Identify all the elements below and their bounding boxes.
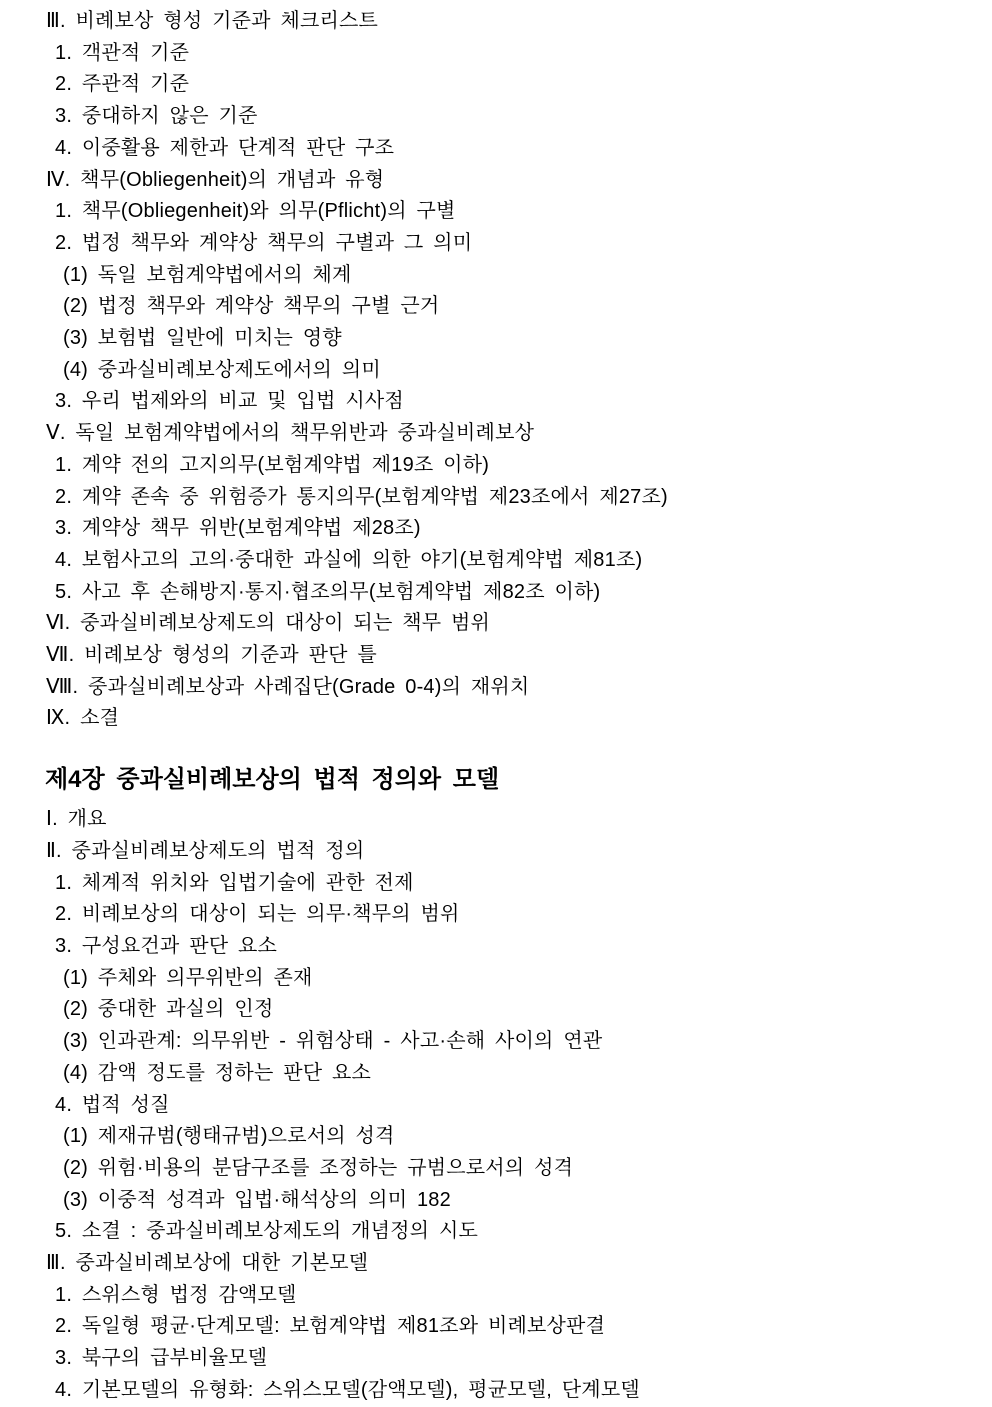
toc-line: (4) 감액 정도를 정하는 판단 요소 [63, 1061, 372, 1084]
toc-line: (2) 위험·비용의 분담구조를 조정하는 규범으로서의 성격 [63, 1156, 574, 1179]
toc-line: 2. 비례보상의 대상이 되는 의무·책무의 범위 [55, 903, 460, 926]
toc-line: 3. 우리 법제와의 비교 및 입법 시사점 [55, 390, 404, 413]
toc-line: (2) 중대한 과실의 인정 [63, 998, 274, 1021]
toc-line: (1) 제재규범(행태규범)으로서의 성격 [63, 1125, 395, 1148]
toc-line: 2. 계약 존속 중 위험증가 통지의무(보험계약법 제23조에서 제27조) [55, 485, 668, 508]
toc-line: 4. 법적 성질 [55, 1093, 170, 1116]
toc-line: (3) 인과관계: 의무위반 - 위험상태 - 사고·손해 사이의 연관 [63, 1030, 603, 1053]
toc-line: Ⅲ. 중과실비례보상에 대한 기본모델 [46, 1252, 369, 1275]
toc-line: 2. 주관적 기준 [55, 73, 190, 96]
toc-line: Ⅵ. 중과실비례보상제도의 대상이 되는 책무 범위 [46, 612, 491, 635]
toc-line: 1. 책무(Obliegenheit)와 의무(Pflicht)의 구별 [55, 200, 456, 223]
toc-line: 4. 기본모델의 유형화: 스위스모델(감액모델), 평균모델, 단계모델 [55, 1378, 640, 1401]
toc-line: Ⅰ. 개요 [46, 808, 107, 831]
toc-line: (4) 중과실비례보상제도에서의 의미 [63, 358, 381, 381]
toc-line: Ⅴ. 독일 보험계약법에서의 책무위반과 중과실비례보상 [46, 422, 535, 445]
toc-line: 1. 계약 전의 고지의무(보험계약법 제19조 이하) [55, 453, 490, 476]
toc-line: Ⅳ. 책무(Obliegenheit)의 개념과 유형 [46, 168, 385, 191]
toc-line: Ⅶ. 비례보상 형성의 기준과 판단 틀 [46, 644, 377, 667]
toc-line: 3. 계약상 책무 위반(보험계약법 제28조) [55, 517, 421, 540]
toc-line: (3) 이중적 성격과 입법·해석상의 의미 182 [63, 1188, 451, 1211]
toc-line: 4. 보험사고의 고의·중대한 과실에 의한 야기(보험계약법 제81조) [55, 548, 643, 571]
toc-line: 3. 중대하지 않은 기준 [55, 105, 258, 128]
toc-line: Ⅱ. 중과실비례보상제도의 법적 정의 [46, 839, 365, 862]
toc-line: Ⅲ. 비례보상 형성 기준과 체크리스트 [46, 10, 379, 32]
toc-line: 3. 북구의 급부비율모델 [55, 1347, 268, 1370]
toc-line: 4. 이중활용 제한과 단계적 판단 구조 [55, 136, 395, 159]
toc-line: 1. 객관적 기준 [55, 41, 190, 64]
toc-line: 5. 소결 : 중과실비례보상제도의 개념정의 시도 [55, 1220, 478, 1243]
toc-line: 1. 체계적 위치와 입법기술에 관한 전제 [55, 871, 414, 894]
toc-line: 5. 사고 후 손해방지·통지·협조의무(보험계약법 제82조 이하) [55, 580, 601, 603]
toc-line: (1) 주체와 의무위반의 존재 [63, 966, 313, 989]
toc-line: 3. 구성요건과 판단 요소 [55, 934, 278, 957]
toc-line: Ⅷ. 중과실비례보상과 사례집단(Grade 0-4)의 재위치 [46, 675, 530, 698]
toc-part1 [0, 6, 992, 735]
toc-line: (2) 법정 책무와 계약상 책무의 구별 근거 [63, 295, 440, 318]
toc-line: (1) 독일 보험계약법에서의 체계 [63, 263, 352, 286]
toc-line: 2. 독일형 평균·단계모델: 보험계약법 제81조와 비례보상판결 [55, 1315, 606, 1338]
toc-line: (3) 보험법 일반에 미치는 영향 [63, 327, 342, 350]
toc-line: 2. 법정 책무와 계약상 책무의 구별과 그 의미 [55, 231, 473, 254]
toc-line: Ⅸ. 소결 [46, 707, 120, 730]
toc-part2 [0, 804, 992, 1406]
toc-line: 1. 스위스형 법정 감액모델 [55, 1283, 297, 1306]
chapter-heading: 제4장 중과실비례보상의 법적 정의와 모델 [45, 766, 500, 794]
